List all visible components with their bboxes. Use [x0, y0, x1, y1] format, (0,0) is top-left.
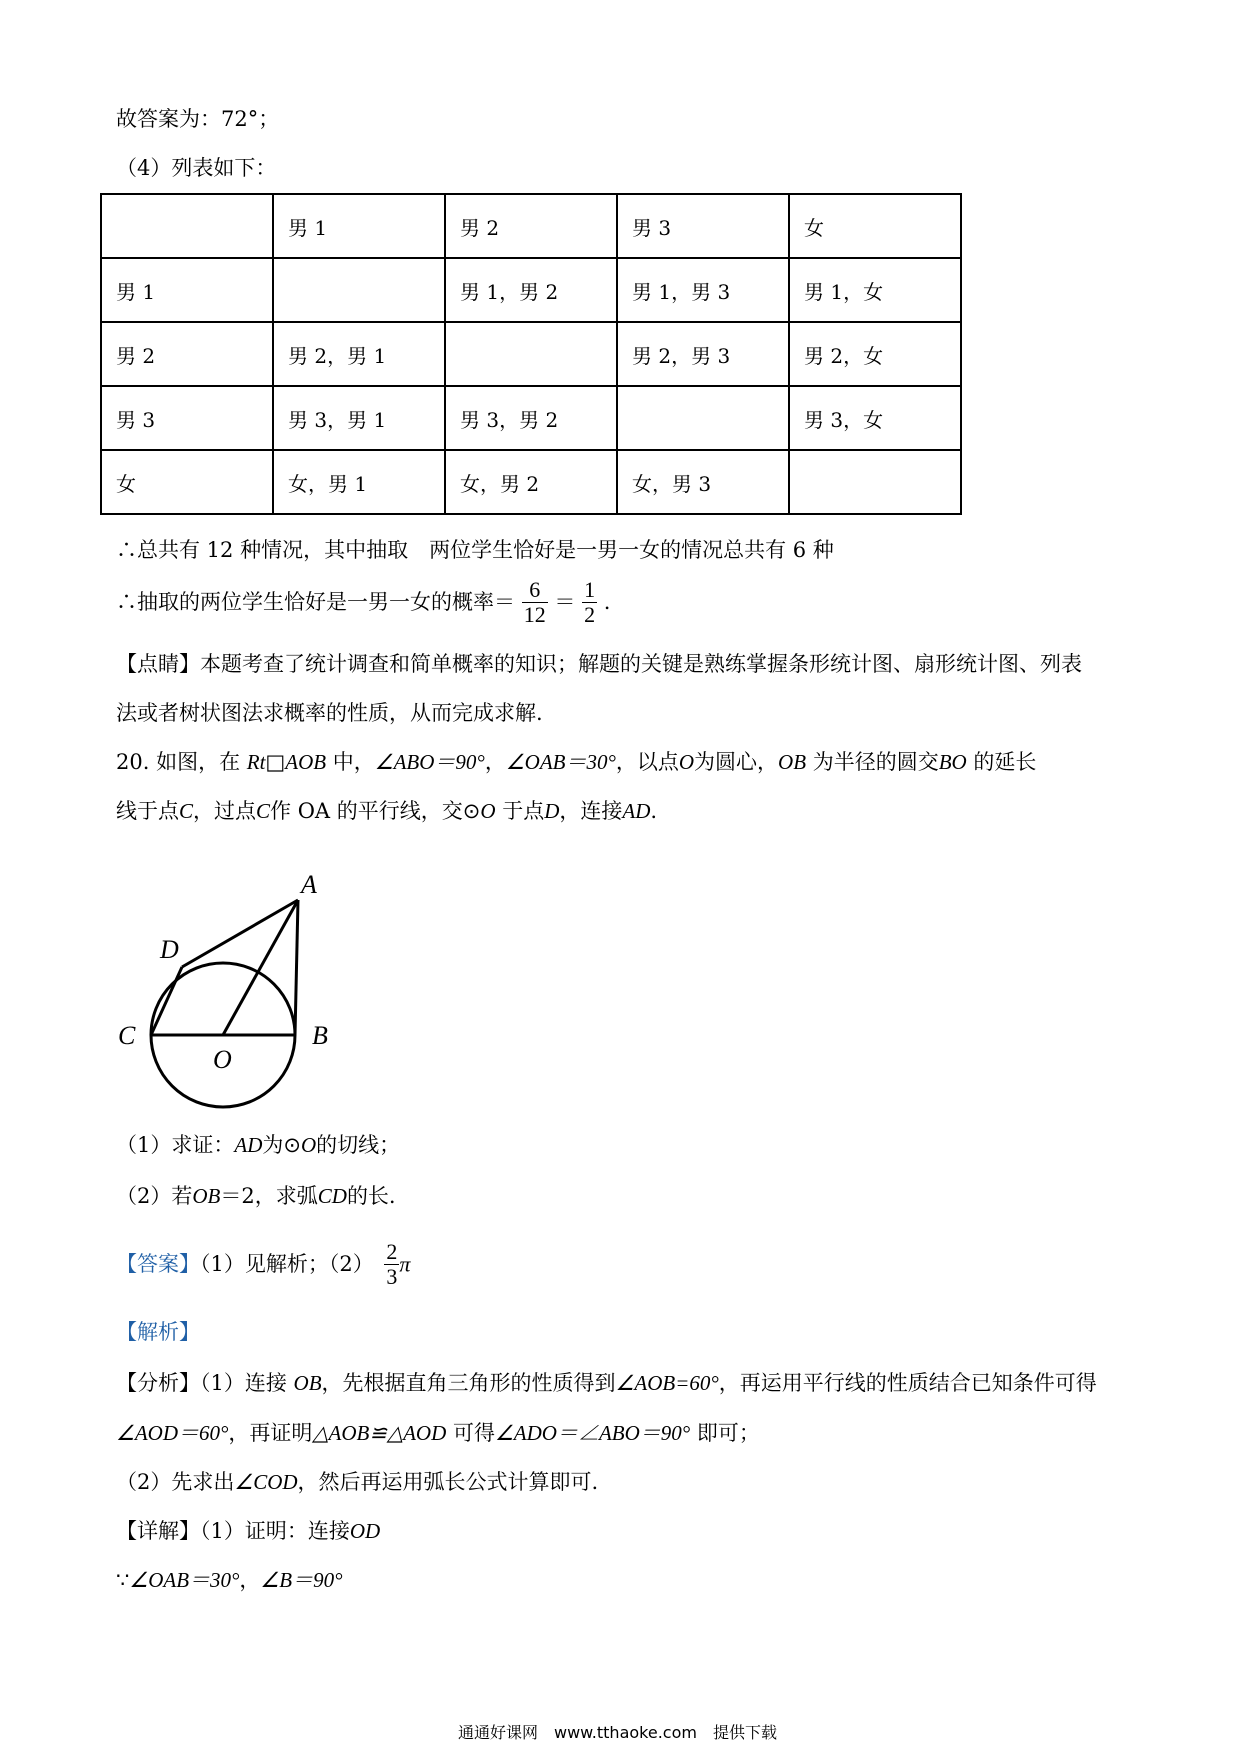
segment-ab	[295, 900, 298, 1035]
label-c: C	[118, 1021, 136, 1050]
table-cell: 男 1，男 3	[617, 258, 789, 322]
fraction-6-12: $\frac{6}{12}$	[523, 577, 546, 628]
table-cell: 男 2	[101, 322, 273, 386]
outcome-table	[100, 193, 962, 515]
table-cell: 女	[789, 194, 961, 258]
table-cell: 男 3，男 2	[445, 386, 617, 450]
table-cell: 男 3，男 1	[273, 386, 445, 450]
period: .	[603, 590, 611, 615]
table-row	[101, 194, 961, 258]
q20-line-2: 线于点C，过点C作 OA 的平行线，交⊙O 于点D，连接AD.	[116, 799, 658, 823]
probability-text: ∴抽取的两位学生恰好是一男一女的概率＝	[116, 590, 515, 615]
answer-line-q20: 【答案】（1）见解析；（2） $\frac{2}{3}$ π	[116, 1239, 411, 1290]
fenxi-line-3: （2）先求出∠COD，然后再运用弧长公式计算即可.	[116, 1470, 599, 1494]
total-cases-line: ∴总共有 12 种情况，其中抽取 两位学生恰好是一男一女的情况总共有 6 种	[116, 538, 834, 562]
dianjing-line-2: 法或者树状图法求概率的性质，从而完成求解.	[116, 701, 543, 725]
label-b: B	[312, 1021, 328, 1050]
table-cell: 男 2，男 3	[617, 322, 789, 386]
because-line: ∵∠OAB＝30°，∠B＝90°	[116, 1568, 343, 1592]
segment-cd	[151, 967, 182, 1035]
table-cell	[101, 194, 273, 258]
answer-tag: 【答案】	[116, 1252, 200, 1277]
probability-line	[116, 578, 610, 627]
fraction-2-3: $\frac{2}{3}$	[386, 1239, 398, 1290]
table-cell: 男 3，女	[789, 386, 961, 450]
table-cell	[789, 450, 961, 514]
label-o: O	[213, 1045, 232, 1074]
table-cell: 男 1，女	[789, 258, 961, 322]
answer-line: 故答案为：72°；	[116, 107, 280, 131]
table-cell: 女，男 2	[445, 450, 617, 514]
table-cell: 男 2，男 1	[273, 322, 445, 386]
table-cell: 女，男 1	[273, 450, 445, 514]
table-cell: 男 3	[101, 386, 273, 450]
table-cell: 女	[101, 450, 273, 514]
sub-question-2: （2）若OB＝2，求弧CD的长.	[116, 1184, 396, 1208]
table-cell	[273, 258, 445, 322]
fenxi-line-1: 【分析】（1）连接 OB，先根据直角三角形的性质得到∠AOB=60°，再运用平行线的性质结合已知条件可得	[116, 1371, 1097, 1395]
table-cell: 男 1	[273, 194, 445, 258]
geometry-figure	[110, 855, 350, 1120]
q20-line-1: 20. 如图，在 Rt□AOB 中，∠ABO＝90°，∠OAB＝30°，以点O为圆心，OB 为半径的圆交BO 的延长	[116, 750, 1037, 774]
label-a: A	[301, 870, 317, 899]
label-d: D	[160, 935, 179, 964]
table-row	[101, 322, 961, 386]
table-cell: 男 3	[617, 194, 789, 258]
table-cell: 男 2	[445, 194, 617, 258]
dianjing-line-1: 【点睛】本题考查了统计调查和简单概率的知识；解题的关键是熟练掌握条形统计图、扇形统计图、列表	[116, 652, 1082, 676]
sub-question-1: （1）求证：AD为⊙O的切线；	[116, 1133, 401, 1157]
table-row	[101, 386, 961, 450]
table-cell: 男 2，女	[789, 322, 961, 386]
jiexi-heading: 【解析】	[116, 1320, 200, 1344]
equals-sign: ＝	[554, 590, 576, 615]
table-cell: 男 1	[101, 258, 273, 322]
table-row	[101, 450, 961, 514]
table-row	[101, 258, 961, 322]
table-cell: 女，男 3	[617, 450, 789, 514]
part4-intro: （4）列表如下：	[116, 156, 277, 180]
fraction-1-2: $\frac{1}{2}$	[584, 577, 596, 628]
table-cell	[617, 386, 789, 450]
xiangjie-line: 【详解】（1）证明：连接OD	[116, 1519, 381, 1543]
fenxi-line-2: ∠AOD＝60°，再证明△AOB≌△AOD 可得∠ADO＝∠ABO＝90° 即可；	[116, 1421, 760, 1445]
footer-text: 通通好课网 www.tthaoke.com 提供下载	[458, 1723, 777, 1742]
table-cell: 男 1，男 2	[445, 258, 617, 322]
table-cell	[445, 322, 617, 386]
